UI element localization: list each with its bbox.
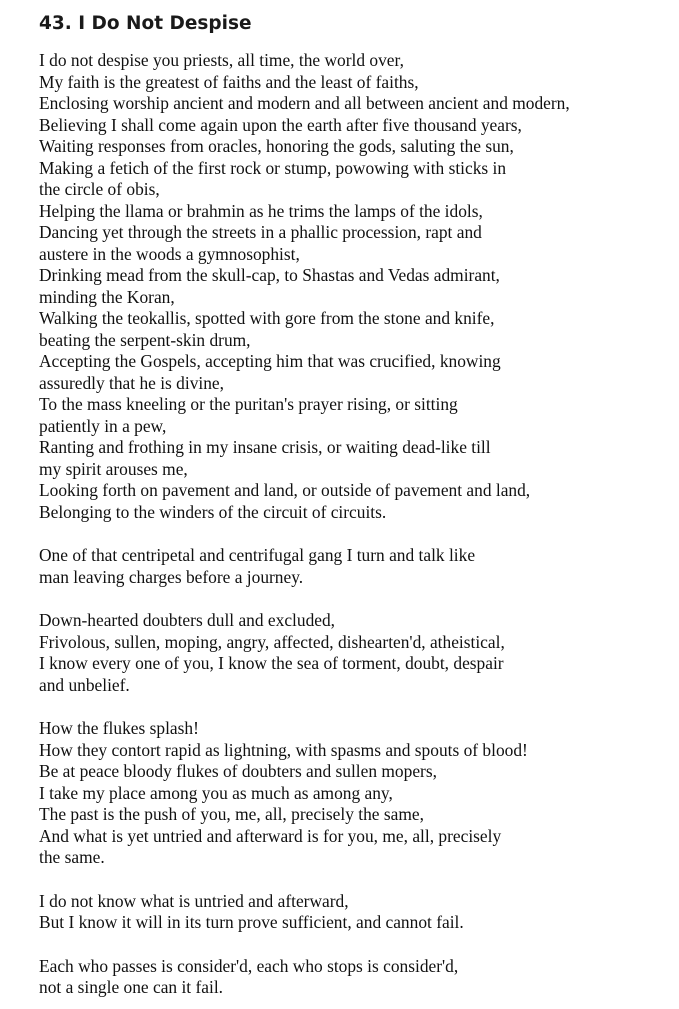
poem-line: Looking forth on pavement and land, or outside of pavement and land, <box>39 480 531 500</box>
poem-line: The past is the push of you, me, all, precisely the same, <box>39 804 424 824</box>
poem-line: man leaving charges before a journey. <box>39 566 304 587</box>
poem-line: the circle of obis, <box>39 179 160 199</box>
poem-line: Dancing yet through the streets in a phallic procession, rapt and <box>39 222 482 242</box>
poem-line: Drinking mead from the skull-cap, to Shastas and Vedas admirant, <box>39 265 500 285</box>
poem-line: Ranting and frothing in my insane crisis, or waiting dead-like till <box>39 437 491 457</box>
poem-line: One of that centripetal and centrifugal gang I turn and talk like <box>39 545 476 565</box>
poem-line: austere in the woods a gymnosophist, <box>39 243 300 264</box>
poem-line: How the flukes splash! <box>39 718 199 738</box>
poem-line: Accepting the Gospels, accepting him that was crucified, knowing <box>39 351 501 371</box>
poem-body <box>39 50 659 999</box>
poem-line: minding the Koran, <box>39 286 175 307</box>
poem-line: and unbelief. <box>39 674 130 695</box>
poem-line: Down-hearted doubters dull and excluded, <box>39 610 336 630</box>
poem-line: my spirit arouses me, <box>39 458 188 479</box>
poem-line: Making a fetich of the first rock or stump, powowing with sticks in <box>39 157 507 178</box>
poem-line: Believing I shall come again upon the earth after five thousand years, <box>39 114 522 135</box>
poem-line: beating the serpent-skin drum, <box>39 329 251 350</box>
poem-line: I take my place among you as much as among any, <box>39 782 393 803</box>
stanza <box>39 50 659 523</box>
poem-line: To the mass kneeling or the puritan's prayer rising, or sitting <box>39 394 458 414</box>
stanza <box>39 956 659 999</box>
poem-line: I do not know what is untried and afterward, <box>39 890 349 911</box>
stanza <box>39 891 659 934</box>
poem-line: Belonging to the winders of the circuit of circuits. <box>39 501 387 522</box>
poem-line: Each who passes is consider'd, each who stops is consider'd, <box>39 955 459 976</box>
poem-line: I know every one of you, I know the sea of torment, doubt, despair <box>39 653 504 673</box>
stanza <box>39 610 659 696</box>
poem-line: But I know it will in its turn prove sufficient, and cannot fail. <box>39 912 464 932</box>
poem-title: 43. I Do Not Despise <box>39 13 252 34</box>
poem-line: And what is yet untried and afterward is for you, me, all, precisely <box>39 825 502 846</box>
stanza <box>39 718 659 869</box>
poem-line: How they contort rapid as lightning, with spasms and spouts of blood! <box>39 739 528 760</box>
stanza <box>39 545 659 588</box>
poem-line: not a single one can it fail. <box>39 977 223 997</box>
poem-line: patiently in a pew, <box>39 415 167 436</box>
poem-line: Helping the llama or brahmin as he trims the lamps of the idols, <box>39 200 483 221</box>
poem-line: Waiting responses from oracles, honoring the gods, saluting the sun, <box>39 136 514 156</box>
poem-line: the same. <box>39 847 105 867</box>
poem-line: Walking the teokallis, spotted with gore from the stone and knife, <box>39 308 495 328</box>
poem-line: My faith is the greatest of faiths and the least of faiths, <box>39 71 419 92</box>
poem-line: Be at peace bloody flukes of doubters and sullen mopers, <box>39 761 437 781</box>
poem-line: Enclosing worship ancient and modern and all between ancient and modern, <box>39 93 570 113</box>
poem-line: assuredly that he is divine, <box>39 372 224 393</box>
poem-line: Frivolous, sullen, moping, angry, affected, dishearten'd, atheistical, <box>39 631 505 652</box>
poem-line: I do not despise you priests, all time, the world over, <box>39 50 404 70</box>
